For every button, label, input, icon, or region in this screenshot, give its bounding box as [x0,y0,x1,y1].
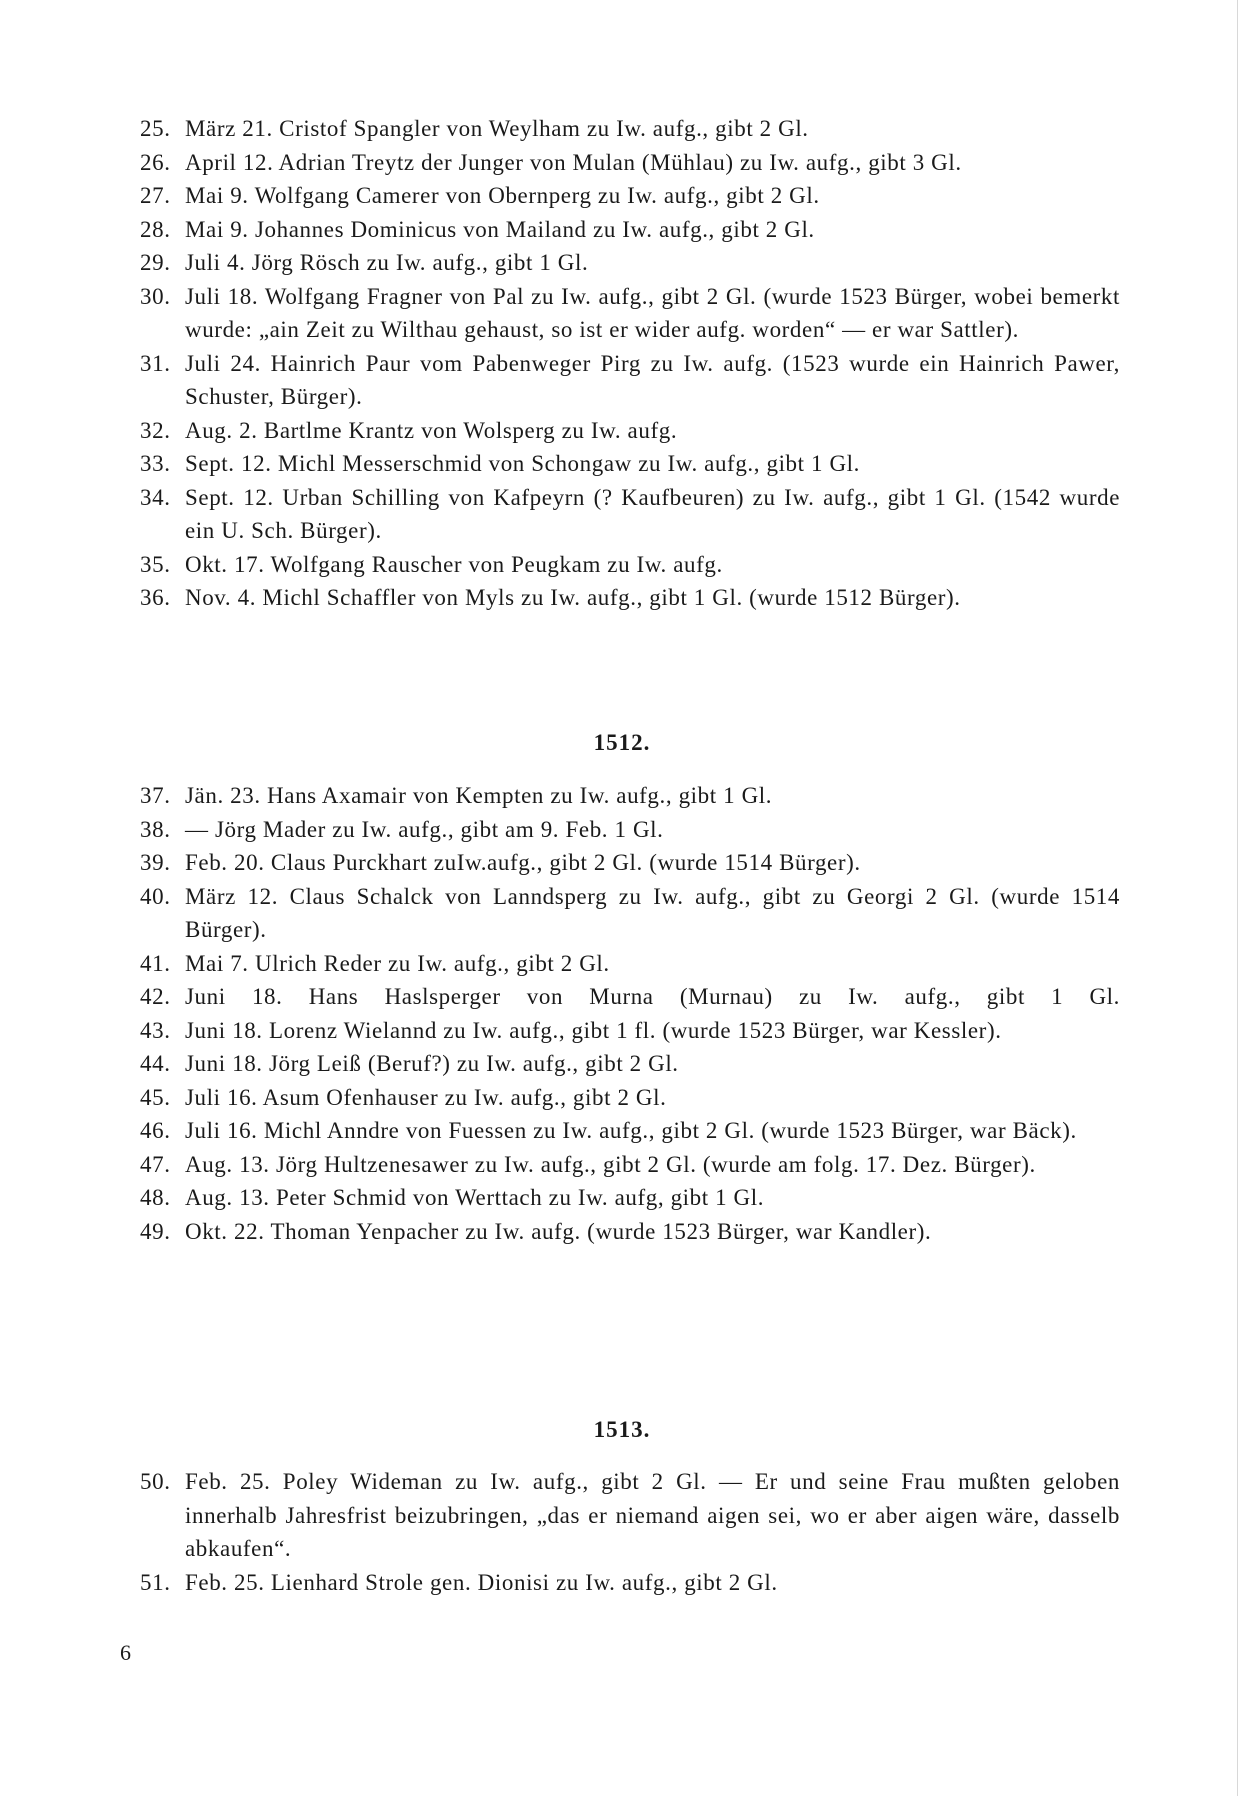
entry-text: Feb. 25. Poley Wideman zu Iw. aufg., gibt 2 Gl. — Er und seine Frau mußten geloben innerhalb Jahresfrist beizubringen, „das er niemand aigen sei, wo er aber aigen wäre, dasselb abkaufen“. [185,1469,1120,1561]
entry-number: 32. [140,417,171,443]
entry-text: Aug. 13. Peter Schmid von Werttach zu Iw. aufg, gibt 1 Gl. [185,1185,765,1210]
entry-text: Juli 18. Wolfgang Fragner von Pal zu Iw. aufg., gibt 2 Gl. (wurde 1523 Bürger, wobei bemerkt wurde: „ain Zeit zu Wilthau gehaust, so ist er wider aufg. worden“ — er war Sattler). [185,283,1120,342]
entry-list-1512 [140,779,1120,1248]
year-heading-1512: 1512. [593,730,651,755]
entry-number: 31. [140,350,171,376]
page-number: 6 [120,1640,131,1665]
entry-text: Juli 16. Asum Ofenhauser zu Iw. aufg., gibt 2 Gl. [185,1084,667,1110]
entry-text: — Jörg Mader zu Iw. aufg., gibt am 9. Feb. 1 Gl. [185,816,664,842]
entry-text: Aug. 13. Jörg Hultzenesawer zu Iw. aufg., gibt 2 Gl. (wurde am folg. 17. Dez. Bürger). [185,1151,1036,1177]
list-item [140,447,1120,481]
entry-text: Feb. 25. Lienhard Strole gen. Dionisi zu Iw. aufg., gibt 2 Gl. [185,1569,778,1595]
list-item [140,280,1120,347]
entry-number: 30. [140,283,171,309]
list-item [140,1215,1120,1249]
entry-text: Jän. 23. Hans Axamair von Kempten zu Iw. aufg., gibt 1 Gl. [185,783,773,808]
list-item [140,213,1120,247]
list-item [140,246,1120,280]
list-item [140,1465,1120,1566]
entry-text: Okt. 17. Wolfgang Rauscher von Peugkam zu Iw. aufg. [185,551,723,577]
entry-number: 42. [140,984,171,1009]
entry-text: Sept. 12. Urban Schilling von Kafpeyrn (? Kaufbeuren) zu Iw. aufg., gibt 1 Gl. (1542 wurde ein U. Sch. Bürger). [185,484,1120,543]
list-item [140,112,1120,146]
list-item [140,846,1120,880]
entry-number: 38. [140,816,171,842]
entry-text: Juli 24. Hainrich Paur vom Pabenweger Pirg zu Iw. aufg. (1523 wurde ein Hainrich Pawer, Schuster, Bürger). [185,350,1120,409]
entry-number: 51. [140,1569,171,1595]
list-item [140,1181,1120,1215]
entry-number: 43. [140,1017,171,1043]
entry-number: 28. [140,216,171,242]
list-item [140,179,1120,213]
entry-number: 41. [140,950,171,976]
entry-number: 44. [140,1051,171,1076]
list-item [140,347,1120,414]
entry-number: 27. [140,183,171,208]
list-item [140,880,1120,947]
entry-text: Juli 16. Michl Anndre von Fuessen zu Iw. aufg., gibt 2 Gl. (wurde 1523 Bürger, war Bäck). [185,1118,1077,1143]
list-item [140,146,1120,180]
entry-text: Juni 18. Jörg Leiß (Beruf?) zu Iw. aufg., gibt 2 Gl. [185,1051,679,1076]
entry-text: Mai 9. Wolfgang Camerer von Obernperg zu Iw. aufg., gibt 2 Gl. [185,183,820,208]
list-item [140,779,1120,813]
entry-number: 34. [140,484,171,510]
entry-text: Juni 18. Hans Haslsperger von Murna (Murnau) zu Iw. aufg., gibt 1 Gl. [185,984,1120,1009]
list-item [140,1114,1120,1148]
entry-list-1513 [140,1465,1120,1599]
list-item [140,414,1120,448]
entry-text: März 21. Cristof Spangler von Weylham zu Iw. aufg., gibt 2 Gl. [185,116,809,141]
list-item [140,581,1120,615]
entry-number: 25. [140,116,171,141]
entry-number: 29. [140,250,171,275]
entry-number: 37. [140,783,171,808]
entry-number: 40. [140,883,171,909]
entry-list-1511 [140,112,1120,615]
entry-number: 45. [140,1084,171,1110]
entry-text: April 12. Adrian Treytz der Junger von Mulan (Mühlau) zu Iw. aufg., gibt 3 Gl. [185,149,962,175]
entry-number: 48. [140,1185,171,1210]
entry-number: 26. [140,149,171,175]
year-heading-1513: 1513. [593,1417,651,1442]
list-item [140,813,1120,847]
list-item [140,481,1120,548]
list-item [140,1014,1120,1048]
entry-text: Feb. 20. Claus Purckhart zuIw.aufg., gibt 2 Gl. (wurde 1514 Bürger). [185,850,861,875]
entry-text: Mai 7. Ulrich Reder zu Iw. aufg., gibt 2 Gl. [185,950,610,976]
entry-number: 35. [140,551,171,577]
page-edge-line [1237,0,1238,1796]
list-item [140,1566,1120,1600]
entry-number: 39. [140,850,171,875]
entry-text: März 12. Claus Schalck von Lanndsperg zu Iw. aufg., gibt zu Georgi 2 Gl. (wurde 1514 Bürger). [185,883,1120,942]
entry-text: Aug. 2. Bartlme Krantz von Wolsperg zu Iw. aufg. [185,417,678,443]
entry-number: 49. [140,1218,171,1244]
entry-text: Okt. 22. Thoman Yenpacher zu Iw. aufg. (wurde 1523 Bürger, war Kandler). [185,1218,932,1244]
list-item [140,1081,1120,1115]
entry-text: Juni 18. Lorenz Wielannd zu Iw. aufg., gibt 1 fl. (wurde 1523 Bürger, war Kessler). [185,1017,1002,1043]
entry-text: Nov. 4. Michl Schaffler von Myls zu Iw. aufg., gibt 1 Gl. (wurde 1512 Bürger). [185,585,961,610]
entry-number: 33. [140,451,171,476]
list-item [140,980,1120,1014]
list-item [140,548,1120,582]
list-item [140,1047,1120,1081]
list-item [140,1148,1120,1182]
list-item [140,947,1120,981]
entry-number: 36. [140,585,171,610]
entry-number: 46. [140,1118,171,1143]
entry-number: 47. [140,1151,171,1177]
entry-number: 50. [140,1469,171,1494]
entry-text: Juli 4. Jörg Rösch zu Iw. aufg., gibt 1 Gl. [185,250,589,275]
entry-text: Mai 9. Johannes Dominicus von Mailand zu Iw. aufg., gibt 2 Gl. [185,216,815,242]
entry-text: Sept. 12. Michl Messerschmid von Schongaw zu Iw. aufg., gibt 1 Gl. [185,451,860,476]
